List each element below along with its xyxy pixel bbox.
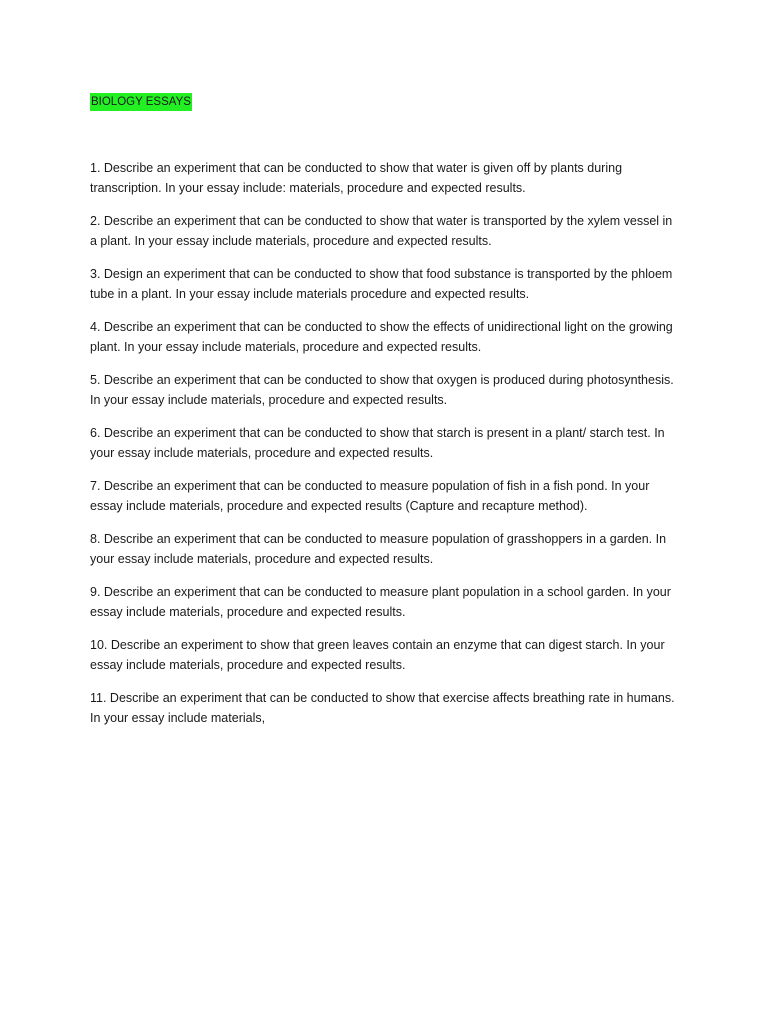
question-item: 5. Describe an experiment that can be conducted to show that oxygen is produced during photosynthesis. In your essay include materials, procedure and expected results. [90, 373, 674, 407]
question-item: 1. Describe an experiment that can be conducted to show that water is given off by plants during transcription. In your essay include: materials, procedure and expected results. [90, 161, 623, 195]
question-item: 8. Describe an experiment that can be conducted to measure population of grasshoppers in a garden. In your essay include materials, procedure and expected results. [90, 532, 667, 566]
question-item: 11. Describe an experiment that can be conducted to show that exercise affects breathing rate in humans. In your essay include materials, [90, 691, 675, 725]
question-item: 7. Describe an experiment that can be conducted to measure population of fish in a fish pond. In your essay include materials, procedure and expected results (Capture and recapture method). [90, 479, 650, 513]
question-item: 6. Describe an experiment that can be conducted to show that starch is present in a plant/ starch test. In your essay include materials, procedure and expected results. [90, 426, 665, 460]
document-heading: BIOLOGY ESSAYS [90, 93, 192, 111]
question-item: 10. Describe an experiment to show that green leaves contain an enzyme that can digest starch. In your essay include materials, procedure and expected results. [90, 638, 665, 672]
question-item: 2. Describe an experiment that can be conducted to show that water is transported by the xylem vessel in a plant. In your essay include materials, procedure and expected results. [90, 214, 673, 248]
question-item: 4. Describe an experiment that can be conducted to show the effects of unidirectional light on the growing plant. In your essay include materials, procedure and expected results. [90, 320, 673, 354]
question-list [90, 158, 682, 741]
question-item: 3. Design an experiment that can be conducted to show that food substance is transported by the phloem tube in a plant. In your essay include materials procedure and expected results. [90, 267, 673, 301]
question-item: 9. Describe an experiment that can be conducted to measure plant population in a school garden. In your essay include materials, procedure and expected results. [90, 585, 671, 619]
